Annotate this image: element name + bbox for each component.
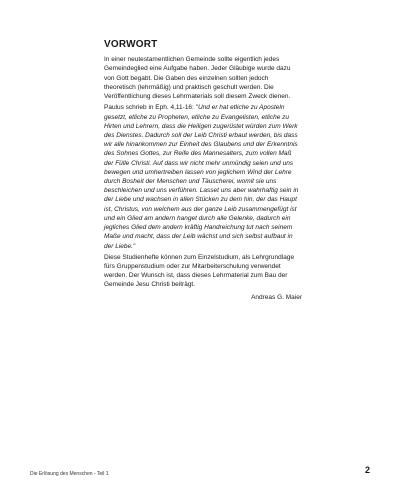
- paragraph-intro: In einer neutestamentlichen Gemeinde sollte eigentlich jedes Gemeindeglied eine Aufgabe haben. Jeder Gläubige wurde dazu von Gott begabt. Die Gaben des einzelnen sollten jedoch theoretisch (lehrmäßig) und praktisch geschult werden. Die Veröffentlichung dieses Lehrmaterials soll diesem Zweck dienen.: [104, 56, 291, 101]
- paragraph-usage: Diese Studienhefte können zum Einzelstudium, als Lehrgrundlage fürs Gruppenstudium oder zur Mitarbeiterschulung verwendet werden. Der Wunsch ist, dass dieses Lehrmaterial zum Bau der Gemeinde Jesu Christi beiträgt.: [104, 253, 295, 289]
- author-signature: Andreas G. Maier: [251, 293, 302, 301]
- scripture-quote: "Und er hat etliche zu Aposteln gesetzt, etliche zu Propheten, etliche zu Evangelisten, etliche zu Hirten und Lehrern, dass die Heiligen zugerüstet würden zum Werk des Dienstes. Dadurch soll der Leib Christi erbaut werden, bis dass wir alle hinankommen zur Einheit des Glaubens und der Erkenntnis des Sohnes Gottes, zur Reife des Mannesalters, zum vollen Maß der Fülle Christi. Auf dass wir nicht mehr unmündig seien und uns bewegen und umhertreiben lassen von jeglichem Wind der Lehre durch Bosheit der Menschen und Täuscherei, womit sie uns beschleichen und uns verführen. Lasset uns aber wahrhaftig sein in der Liebe und wachsen in allen Stücken zu dem hin, der das Haupt ist, Christus, von welchem aus der ganze Leib zusammengefügt ist und ein Glied am andern hanget durch alle Gelenke, dadurch ein jegliches Glied dem andern kräftig Handreichung tut nach seinem Maße und macht, dass der Leib wächst und sich selbst aufbaut in der Liebe.": [104, 104, 299, 250]
- footer-title: Die Erlösung des Menschen - Teil 1: [30, 471, 109, 477]
- scripture-reference: Paulus schrieb in Eph. 4,11-16:: [104, 104, 194, 112]
- document-body: [104, 38, 302, 302]
- page-title: VORWORT: [104, 39, 158, 50]
- paragraph-scripture: [104, 103, 302, 251]
- page-number: 2: [364, 465, 370, 475]
